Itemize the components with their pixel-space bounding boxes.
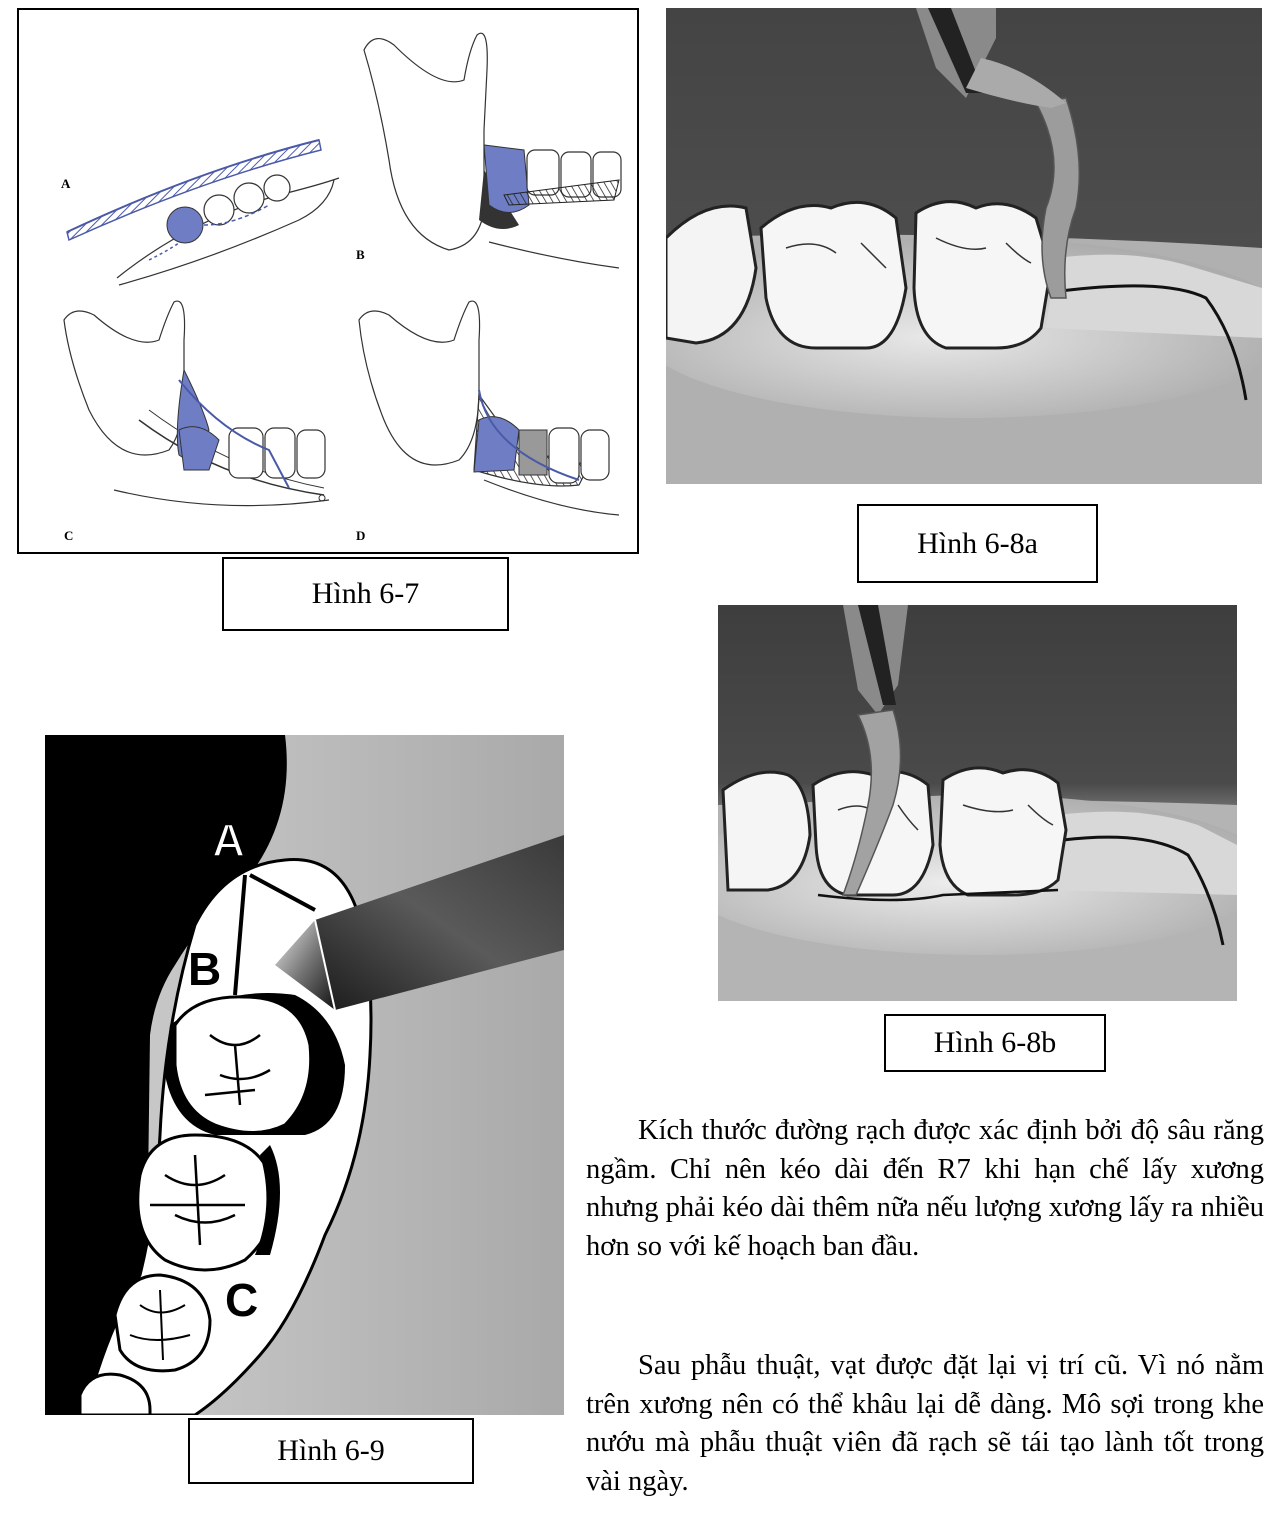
figure-6-8b-caption: Hình 6-8b — [884, 1014, 1106, 1072]
label-b: B — [188, 943, 222, 995]
figure-6-8b-photo — [718, 605, 1237, 1001]
panel-d-label: D — [356, 528, 366, 543]
label-a: A — [212, 814, 246, 866]
figure-6-7-illustration — [19, 10, 637, 552]
panel-b-label: B — [356, 247, 365, 262]
figure-6-9 — [45, 735, 564, 1415]
panel-d-drawing — [359, 301, 619, 515]
figure-6-9-illustration — [45, 735, 564, 1415]
panel-b-drawing — [364, 33, 621, 268]
panel-c-drawing — [64, 301, 329, 506]
figure-6-7 — [17, 8, 639, 554]
figure-6-8b — [718, 605, 1237, 1001]
figure-6-9-caption: Hình 6-9 — [188, 1418, 474, 1484]
panel-c-label: C — [64, 528, 74, 543]
paragraph-incision-size: Kích thước đường rạch được xác định bởi độ sâu răng ngầm. Chỉ nên kéo dài đến R7 khi hạn chế lấy xương nhưng phải kéo dài thêm nữa nếu lượng xương lấy ra nhiều hơn so với kế hoạch ban đầu. — [586, 1115, 1264, 1262]
figure-6-8a-caption: Hình 6-8a — [857, 504, 1098, 583]
figure-6-8a-photo — [666, 8, 1262, 484]
figure-6-7-caption: Hình 6-7 — [222, 557, 509, 631]
panel-a-drawing — [67, 140, 339, 285]
paragraph-post-surgery: Sau phẫu thuật, vạt được đặt lại vị trí cũ. Vì nó nằm trên xương nên có thể khâu lại dễ dàng. Mô sợi trong khe nướu mà phẫu thuật viên đã rạch sẽ tái tạo lành tốt trong vài ngày. — [586, 1350, 1264, 1497]
figure-6-8a — [666, 8, 1262, 484]
panel-a-label: A — [61, 176, 71, 191]
label-c: C — [225, 1274, 259, 1326]
